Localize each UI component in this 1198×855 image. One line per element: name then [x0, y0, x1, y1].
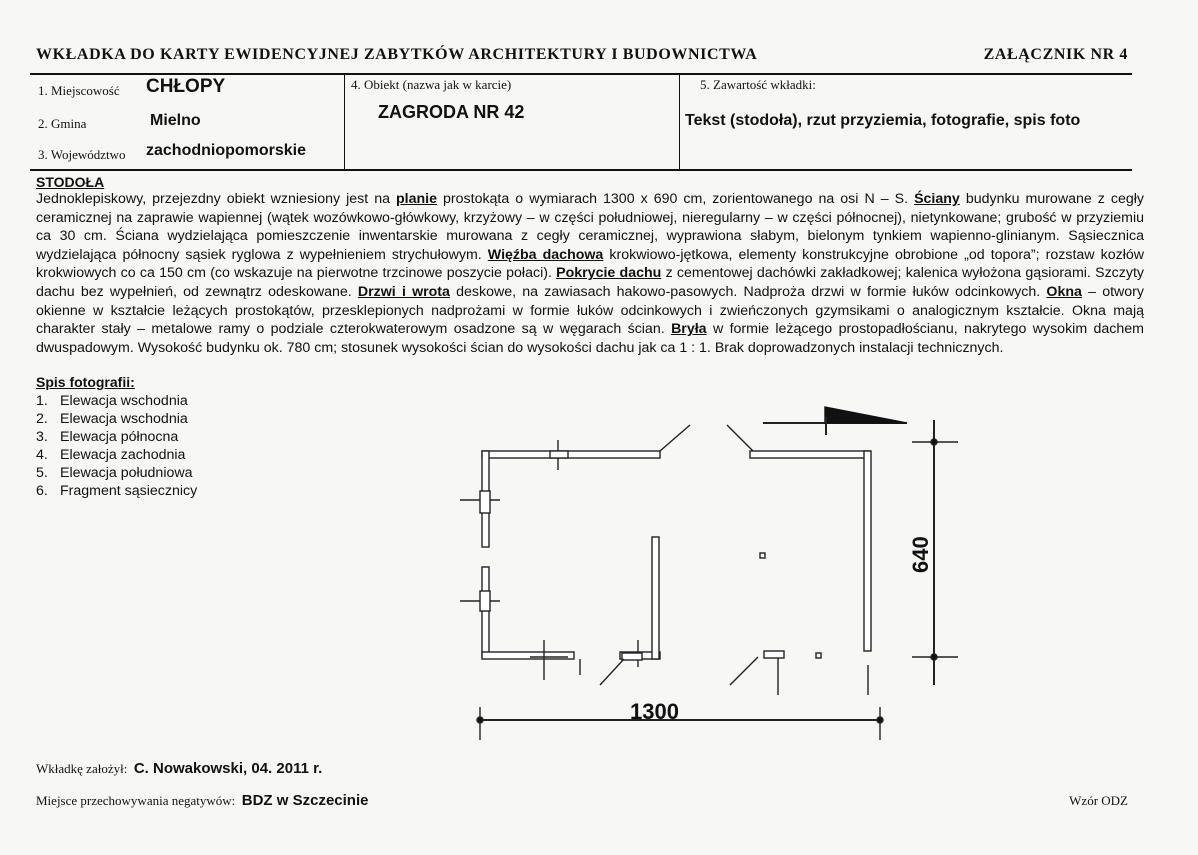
photo-list — [36, 392, 197, 500]
contents-label: 5. Zawartość wkładki: — [700, 77, 816, 92]
object-value: ZAGRODA NR 42 — [378, 102, 525, 122]
body-text-5: z cementowej dachówki zakładkowej; kalenica wyłożona gąsiorami. Szczyty dachu bez wypełnień, od zewnątrz odeskowane. — [36, 265, 1144, 300]
keyword-roof-truss: Więźba dachowa — [487, 246, 604, 263]
plan-walls-right — [727, 425, 871, 695]
created-label: Wkładkę założył: — [36, 761, 128, 776]
rule-vertical-2 — [679, 73, 680, 170]
list-item-label: Elewacja południowa — [60, 465, 193, 481]
body-text-4: krokwiowo-jętkowa, elementy konstrukcyjne obrobione „od topora”; rozstaw kozłów krokwiowych co ca 150 cm (co wskazuje na pierwotne trzcinowe poszycie połaci). — [36, 246, 1144, 282]
commune-value: Mielno — [150, 112, 201, 129]
body-text-6: deskowe, na zawiasach hakowo-pasowych. Nadproża drzwi w formie łuków odcinkowych. — [449, 283, 1047, 300]
list-item-label: Elewacja wschodnia — [60, 411, 188, 427]
created-by — [36, 760, 322, 777]
keyword-doors: Drzwi i wrota — [357, 283, 450, 300]
locality-label: 1. Miejscowość — [38, 83, 120, 98]
list-item-number: 2. — [36, 411, 48, 427]
dimension-height-label: 640 — [908, 536, 933, 573]
list-item — [36, 464, 197, 482]
commune-label: 2. Gmina — [38, 116, 87, 131]
list-item — [36, 446, 197, 464]
object-label: 4. Obiekt (nazwa jak w karcie) — [351, 77, 512, 92]
north-arrow-icon — [763, 407, 907, 435]
template-label: Wzór ODZ — [1069, 793, 1128, 808]
photos-title: Spis fotografii: — [36, 374, 135, 390]
negative-storage — [36, 792, 368, 809]
attachment-number: ZAŁĄCZNIK NR 4 — [983, 46, 1128, 63]
keyword-plan: planie — [396, 191, 437, 207]
rule-vertical-1 — [344, 73, 345, 170]
rule-bottom — [30, 169, 1132, 171]
list-item — [36, 428, 197, 446]
rule-top — [30, 73, 1132, 75]
body-text-3: budynku murowane z cegły ceramicznej na zaprawie wapiennej (wątek wozówkowo-główkowy, krzyżowy – w części południowej, nieregularny – w części północnej), nietynkowane; grubość w przyziemiu ca 30 cm. Ściana wydzielająca pomieszczenie inwentarskie murowana z cegły ceramicznej, wyprawiona słabym, bielonym tynkiem wapienno-glinianym. Sąsiecznica wydzielająca północny sąsiek ryglowa z wypełnieniem strychułowym. — [36, 191, 1144, 263]
locality-value: CHŁOPY — [146, 76, 226, 97]
list-item-number: 6. — [36, 483, 48, 499]
list-item — [36, 410, 197, 428]
plan-walls-left — [460, 425, 690, 685]
list-item — [36, 392, 197, 410]
province-label: 3. Województwo — [38, 147, 126, 162]
created-value: C. Nowakowski, 04. 2011 r. — [133, 760, 323, 777]
body-text-7: – otwory okienne w kształcie leżących prostokątów, przesklepionych nadprożami w formie łuków odcinkowych i zwieńczonych gzymsikami o analogicznym kształcie. Okna mają charakter stały – metalowe ramy o podziale czterokwaterowym osadzone są w węgarach ścian. — [36, 283, 1144, 338]
list-item-label: Elewacja wschodnia — [60, 393, 188, 409]
contents-value: Tekst (stodoła), rzut przyziemia, fotografie, spis foto — [685, 112, 1081, 129]
province-value: zachodniopomorskie — [146, 142, 307, 159]
section-title: STODOŁA — [36, 174, 105, 190]
list-item-number: 4. — [36, 447, 48, 463]
body-text-1: Jednoklepiskowy, przejezdny obiekt wzniesiony jest na — [36, 191, 396, 207]
list-item-number: 5. — [36, 465, 48, 481]
list-item-label: Elewacja zachodnia — [60, 447, 186, 463]
floor-plan-drawing — [440, 395, 980, 755]
storage-label: Miejsce przechowywania negatywów: — [36, 793, 236, 808]
keyword-roofing: Pokrycie dachu — [556, 265, 662, 282]
list-item-label: Elewacja północna — [60, 429, 179, 445]
dimension-width-label: 1300 — [630, 699, 679, 724]
list-item-number: 1. — [36, 393, 48, 409]
body-text-2: prostokąta o wymiarach 1300 x 690 cm, zorientowanego na osi N – S. — [437, 191, 915, 207]
keyword-body: Bryła — [671, 321, 707, 338]
body-text-8: w formie leżącego prostopadłościanu, nakrytego wysokim dachem dwuspadowym. Wysokość budynku ok. 780 cm; stosunek wysokości ścian do wysokości dachu jak ca 1 : 1. Brak doprowadzonych instalacji technicznych. — [36, 321, 1145, 356]
storage-value: BDZ w Szczecinie — [241, 792, 369, 809]
dimension-lines — [477, 420, 958, 740]
list-item-number: 3. — [36, 429, 48, 445]
section-body — [36, 190, 1144, 357]
keyword-walls: Ściany — [914, 191, 960, 207]
list-item-label: Fragment sąsiecznicy — [60, 483, 198, 499]
list-item — [36, 482, 197, 500]
keyword-windows: Okna — [1046, 283, 1082, 300]
header-title: WKŁADKA DO KARTY EWIDENCYJNEJ ZABYTKÓW ARCHITEKTURY I BUDOWNICTWA — [36, 46, 758, 63]
